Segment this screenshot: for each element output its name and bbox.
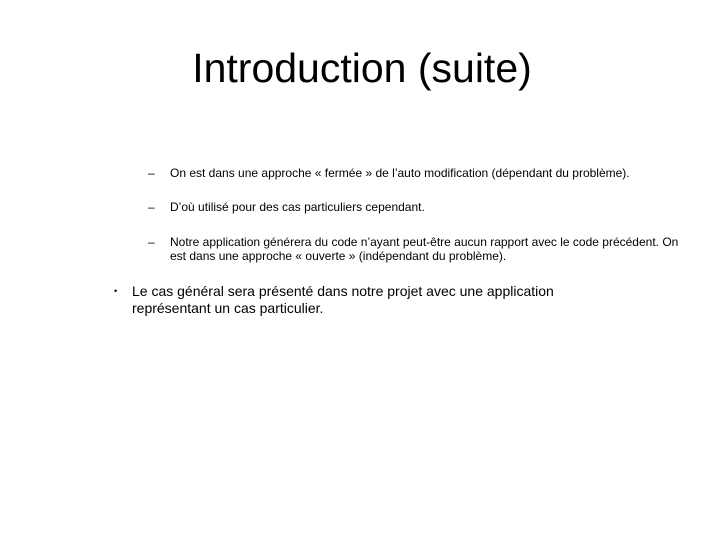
dash-bullet-icon: – [148,166,155,180]
dash-bullet-icon: – [148,235,155,249]
sub-bullet-text: D’où utilisé pour des cas particuliers cependant. [170,200,425,214]
sub-bullet-item [148,166,688,180]
sub-bullet-item [148,235,688,263]
slide-title: Introduction (suite) [192,45,532,91]
main-bullet-item [114,283,594,317]
bullet-dot-icon: • [114,286,118,296]
main-bullet-text: Le cas général sera présenté dans notre projet avec une application représentant un cas particulier. [132,283,554,316]
dash-bullet-icon: – [148,200,155,214]
sub-bullet-text: On est dans une approche « fermée » de l’auto modification (dépendant du problème). [170,166,630,180]
sub-bullet-text: Notre application générera du code n’ayant peut-être aucun rapport avec le code précédent. On est dans une approche « ouverte » (indépendant du problème). [170,235,679,263]
sub-bullet-item [148,200,688,214]
